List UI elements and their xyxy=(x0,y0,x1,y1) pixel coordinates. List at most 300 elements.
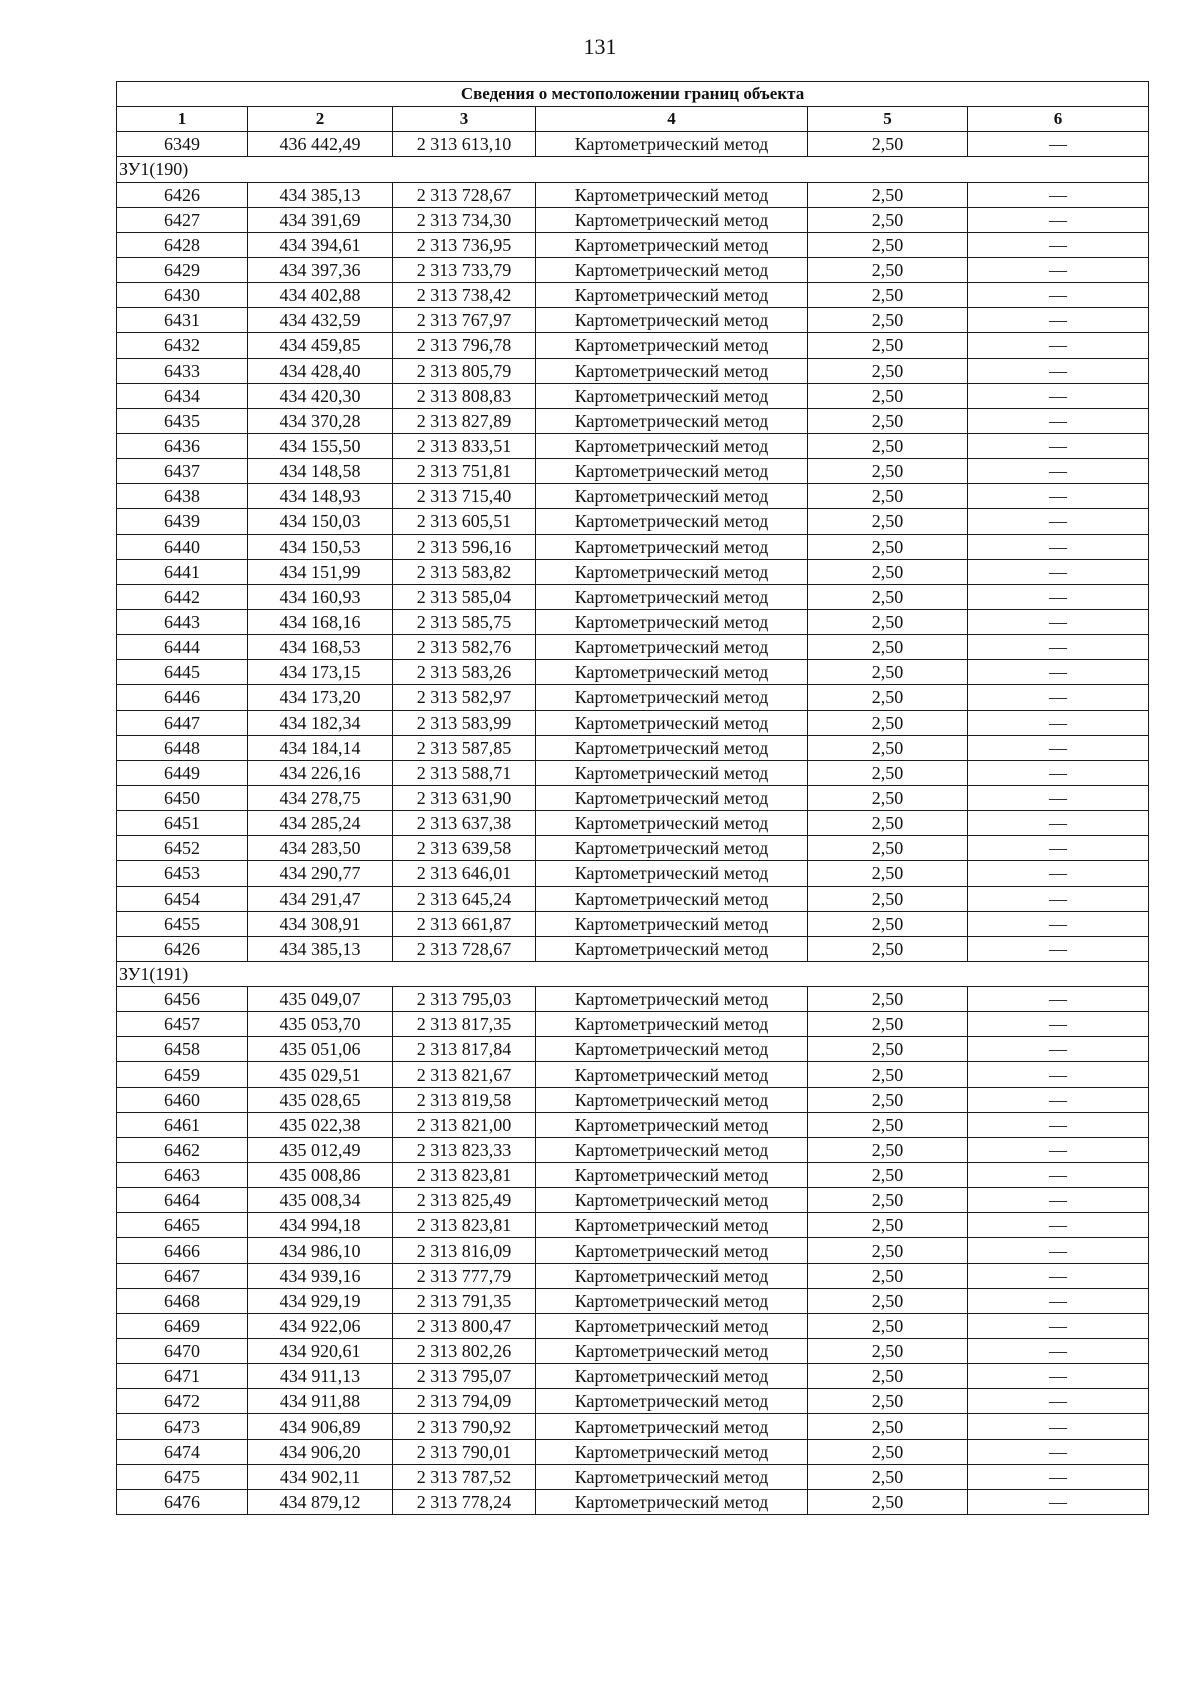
accuracy-cell: 2,50 xyxy=(808,911,968,936)
x-coordinate-cell: 434 290,77 xyxy=(248,861,393,886)
point-number-cell: 6458 xyxy=(117,1037,248,1062)
x-coordinate-cell: 435 022,38 xyxy=(248,1112,393,1137)
accuracy-cell: 2,50 xyxy=(808,1137,968,1162)
accuracy-cell: 2,50 xyxy=(808,735,968,760)
description-cell: — xyxy=(968,207,1149,232)
description-cell: — xyxy=(968,861,1149,886)
method-cell: Картометрический метод xyxy=(536,257,808,282)
y-coordinate-cell: 2 313 805,79 xyxy=(393,358,536,383)
description-cell: — xyxy=(968,1213,1149,1238)
x-coordinate-cell: 435 008,34 xyxy=(248,1188,393,1213)
y-coordinate-cell: 2 313 790,92 xyxy=(393,1414,536,1439)
x-coordinate-cell: 434 184,14 xyxy=(248,735,393,760)
point-number-cell: 6476 xyxy=(117,1489,248,1514)
y-coordinate-cell: 2 313 613,10 xyxy=(393,132,536,157)
method-cell: Картометрический метод xyxy=(536,609,808,634)
method-cell: Картометрический метод xyxy=(536,685,808,710)
method-cell: Картометрический метод xyxy=(536,232,808,257)
table-row xyxy=(117,1263,1149,1288)
method-cell: Картометрический метод xyxy=(536,1037,808,1062)
method-cell: Картометрический метод xyxy=(536,1263,808,1288)
method-cell: Картометрический метод xyxy=(536,584,808,609)
y-coordinate-cell: 2 313 736,95 xyxy=(393,232,536,257)
accuracy-cell: 2,50 xyxy=(808,1464,968,1489)
method-cell: Картометрический метод xyxy=(536,207,808,232)
table-row xyxy=(117,283,1149,308)
method-cell: Картометрический метод xyxy=(536,333,808,358)
accuracy-cell: 2,50 xyxy=(808,534,968,559)
x-coordinate-cell: 434 150,53 xyxy=(248,534,393,559)
point-number-cell: 6439 xyxy=(117,509,248,534)
method-cell: Картометрический метод xyxy=(536,182,808,207)
method-cell: Картометрический метод xyxy=(536,534,808,559)
method-cell: Картометрический метод xyxy=(536,459,808,484)
method-cell: Картометрический метод xyxy=(536,1238,808,1263)
point-number-cell: 6434 xyxy=(117,383,248,408)
x-coordinate-cell: 435 029,51 xyxy=(248,1062,393,1087)
point-number-cell: 6428 xyxy=(117,232,248,257)
method-cell: Картометрический метод xyxy=(536,811,808,836)
point-number-cell: 6435 xyxy=(117,408,248,433)
point-number-cell: 6430 xyxy=(117,283,248,308)
point-number-cell: 6443 xyxy=(117,609,248,634)
table-row xyxy=(117,584,1149,609)
accuracy-cell: 2,50 xyxy=(808,459,968,484)
method-cell: Картометрический метод xyxy=(536,1112,808,1137)
accuracy-cell: 2,50 xyxy=(808,207,968,232)
method-cell: Картометрический метод xyxy=(536,1313,808,1338)
x-coordinate-cell: 434 394,61 xyxy=(248,232,393,257)
point-number-cell: 6474 xyxy=(117,1439,248,1464)
point-number-cell: 6441 xyxy=(117,559,248,584)
description-cell: — xyxy=(968,1414,1149,1439)
y-coordinate-cell: 2 313 728,67 xyxy=(393,936,536,961)
point-number-cell: 6473 xyxy=(117,1414,248,1439)
x-coordinate-cell: 434 182,34 xyxy=(248,710,393,735)
point-number-cell: 6444 xyxy=(117,635,248,660)
x-coordinate-cell: 434 370,28 xyxy=(248,408,393,433)
x-coordinate-cell: 434 911,88 xyxy=(248,1389,393,1414)
accuracy-cell: 2,50 xyxy=(808,1188,968,1213)
accuracy-cell: 2,50 xyxy=(808,559,968,584)
accuracy-cell: 2,50 xyxy=(808,1037,968,1062)
point-number-cell: 6465 xyxy=(117,1213,248,1238)
table-row xyxy=(117,1137,1149,1162)
point-number-cell: 6433 xyxy=(117,358,248,383)
description-cell: — xyxy=(968,1439,1149,1464)
y-coordinate-cell: 2 313 587,85 xyxy=(393,735,536,760)
description-cell: — xyxy=(968,760,1149,785)
method-cell: Картометрический метод xyxy=(536,509,808,534)
method-cell: Картометрический метод xyxy=(536,1137,808,1162)
accuracy-cell: 2,50 xyxy=(808,710,968,735)
description-cell: — xyxy=(968,1313,1149,1338)
description-cell: — xyxy=(968,1339,1149,1364)
group-header-row xyxy=(117,157,1149,182)
x-coordinate-cell: 434 148,58 xyxy=(248,459,393,484)
description-cell: — xyxy=(968,182,1149,207)
point-number-cell: 6464 xyxy=(117,1188,248,1213)
description-cell: — xyxy=(968,459,1149,484)
point-number-cell: 6460 xyxy=(117,1087,248,1112)
accuracy-cell: 2,50 xyxy=(808,1364,968,1389)
description-cell: — xyxy=(968,886,1149,911)
y-coordinate-cell: 2 313 816,09 xyxy=(393,1238,536,1263)
accuracy-cell: 2,50 xyxy=(808,1439,968,1464)
x-coordinate-cell: 434 168,53 xyxy=(248,635,393,660)
parcel-label: ЗУ1(190) xyxy=(117,157,1149,182)
method-cell: Картометрический метод xyxy=(536,132,808,157)
method-cell: Картометрический метод xyxy=(536,1439,808,1464)
table-row xyxy=(117,1163,1149,1188)
table-row xyxy=(117,257,1149,282)
point-number-cell: 6448 xyxy=(117,735,248,760)
accuracy-cell: 2,50 xyxy=(808,1238,968,1263)
point-number-cell: 6438 xyxy=(117,484,248,509)
table-title: Сведения о местоположении границ объекта xyxy=(117,82,1149,107)
method-cell: Картометрический метод xyxy=(536,785,808,810)
y-coordinate-cell: 2 313 777,79 xyxy=(393,1263,536,1288)
y-coordinate-cell: 2 313 639,58 xyxy=(393,836,536,861)
table-row xyxy=(117,685,1149,710)
x-coordinate-cell: 434 397,36 xyxy=(248,257,393,282)
column-number-row xyxy=(117,107,1149,132)
accuracy-cell: 2,50 xyxy=(808,1489,968,1514)
y-coordinate-cell: 2 313 795,03 xyxy=(393,987,536,1012)
point-number-cell: 6427 xyxy=(117,207,248,232)
y-coordinate-cell: 2 313 588,71 xyxy=(393,760,536,785)
x-coordinate-cell: 434 911,13 xyxy=(248,1364,393,1389)
description-cell: — xyxy=(968,283,1149,308)
description-cell: — xyxy=(968,1238,1149,1263)
accuracy-cell: 2,50 xyxy=(808,1414,968,1439)
point-number-cell: 6457 xyxy=(117,1012,248,1037)
description-cell: — xyxy=(968,408,1149,433)
point-number-cell: 6468 xyxy=(117,1288,248,1313)
y-coordinate-cell: 2 313 646,01 xyxy=(393,861,536,886)
x-coordinate-cell: 434 986,10 xyxy=(248,1238,393,1263)
description-cell: — xyxy=(968,609,1149,634)
accuracy-cell: 2,50 xyxy=(808,308,968,333)
x-coordinate-cell: 434 906,89 xyxy=(248,1414,393,1439)
accuracy-cell: 2,50 xyxy=(808,760,968,785)
table-row xyxy=(117,1389,1149,1414)
y-coordinate-cell: 2 313 790,01 xyxy=(393,1439,536,1464)
method-cell: Картометрический метод xyxy=(536,735,808,760)
point-number-cell: 6469 xyxy=(117,1313,248,1338)
accuracy-cell: 2,50 xyxy=(808,132,968,157)
table-row xyxy=(117,735,1149,760)
table-row xyxy=(117,1188,1149,1213)
point-number-cell: 6429 xyxy=(117,257,248,282)
y-coordinate-cell: 2 313 583,99 xyxy=(393,710,536,735)
method-cell: Картометрический метод xyxy=(536,1213,808,1238)
method-cell: Картометрический метод xyxy=(536,1489,808,1514)
y-coordinate-cell: 2 313 778,24 xyxy=(393,1489,536,1514)
description-cell: — xyxy=(968,333,1149,358)
point-number-cell: 6445 xyxy=(117,660,248,685)
table-row xyxy=(117,811,1149,836)
y-coordinate-cell: 2 313 605,51 xyxy=(393,509,536,534)
method-cell: Картометрический метод xyxy=(536,1288,808,1313)
x-coordinate-cell: 435 049,07 xyxy=(248,987,393,1012)
y-coordinate-cell: 2 313 802,26 xyxy=(393,1339,536,1364)
accuracy-cell: 2,50 xyxy=(808,1062,968,1087)
group-header-row xyxy=(117,961,1149,986)
description-cell: — xyxy=(968,811,1149,836)
x-coordinate-cell: 434 385,13 xyxy=(248,936,393,961)
point-number-cell: 6426 xyxy=(117,182,248,207)
point-number-cell: 6450 xyxy=(117,785,248,810)
y-coordinate-cell: 2 313 796,78 xyxy=(393,333,536,358)
x-coordinate-cell: 434 226,16 xyxy=(248,760,393,785)
table-row xyxy=(117,1464,1149,1489)
y-coordinate-cell: 2 313 823,33 xyxy=(393,1137,536,1162)
table-row xyxy=(117,836,1149,861)
x-coordinate-cell: 434 922,06 xyxy=(248,1313,393,1338)
x-coordinate-cell: 434 308,91 xyxy=(248,911,393,936)
x-coordinate-cell: 434 929,19 xyxy=(248,1288,393,1313)
method-cell: Картометрический метод xyxy=(536,911,808,936)
accuracy-cell: 2,50 xyxy=(808,584,968,609)
description-cell: — xyxy=(968,1464,1149,1489)
y-coordinate-cell: 2 313 795,07 xyxy=(393,1364,536,1389)
y-coordinate-cell: 2 313 734,30 xyxy=(393,207,536,232)
table-row xyxy=(117,1414,1149,1439)
method-cell: Картометрический метод xyxy=(536,1339,808,1364)
table-row xyxy=(117,132,1149,157)
description-cell: — xyxy=(968,735,1149,760)
point-number-cell: 6462 xyxy=(117,1137,248,1162)
y-coordinate-cell: 2 313 596,16 xyxy=(393,534,536,559)
point-number-cell: 6455 xyxy=(117,911,248,936)
point-number-cell: 6463 xyxy=(117,1163,248,1188)
point-number-cell: 6472 xyxy=(117,1389,248,1414)
description-cell: — xyxy=(968,685,1149,710)
description-cell: — xyxy=(968,257,1149,282)
y-coordinate-cell: 2 313 827,89 xyxy=(393,408,536,433)
method-cell: Картометрический метод xyxy=(536,484,808,509)
y-coordinate-cell: 2 313 733,79 xyxy=(393,257,536,282)
x-coordinate-cell: 434 291,47 xyxy=(248,886,393,911)
accuracy-cell: 2,50 xyxy=(808,635,968,660)
table-row xyxy=(117,710,1149,735)
table-row xyxy=(117,358,1149,383)
table-row xyxy=(117,1213,1149,1238)
x-coordinate-cell: 434 283,50 xyxy=(248,836,393,861)
table-row xyxy=(117,1439,1149,1464)
method-cell: Картометрический метод xyxy=(536,1464,808,1489)
x-coordinate-cell: 434 150,03 xyxy=(248,509,393,534)
accuracy-cell: 2,50 xyxy=(808,383,968,408)
x-coordinate-cell: 434 285,24 xyxy=(248,811,393,836)
description-cell: — xyxy=(968,132,1149,157)
method-cell: Картометрический метод xyxy=(536,1364,808,1389)
accuracy-cell: 2,50 xyxy=(808,1313,968,1338)
table-title-row xyxy=(117,82,1149,107)
description-cell: — xyxy=(968,484,1149,509)
method-cell: Картометрический метод xyxy=(536,1389,808,1414)
table-row xyxy=(117,1112,1149,1137)
x-coordinate-cell: 435 053,70 xyxy=(248,1012,393,1037)
method-cell: Картометрический метод xyxy=(536,283,808,308)
method-cell: Картометрический метод xyxy=(536,710,808,735)
description-cell: — xyxy=(968,1163,1149,1188)
description-cell: — xyxy=(968,358,1149,383)
method-cell: Картометрический метод xyxy=(536,861,808,886)
x-coordinate-cell: 434 428,40 xyxy=(248,358,393,383)
description-cell: — xyxy=(968,308,1149,333)
x-coordinate-cell: 434 879,12 xyxy=(248,1489,393,1514)
accuracy-cell: 2,50 xyxy=(808,232,968,257)
x-coordinate-cell: 434 148,93 xyxy=(248,484,393,509)
accuracy-cell: 2,50 xyxy=(808,685,968,710)
table-row xyxy=(117,308,1149,333)
table-row xyxy=(117,232,1149,257)
accuracy-cell: 2,50 xyxy=(808,1163,968,1188)
y-coordinate-cell: 2 313 728,67 xyxy=(393,182,536,207)
description-cell: — xyxy=(968,936,1149,961)
accuracy-cell: 2,50 xyxy=(808,358,968,383)
accuracy-cell: 2,50 xyxy=(808,836,968,861)
y-coordinate-cell: 2 313 661,87 xyxy=(393,911,536,936)
method-cell: Картометрический метод xyxy=(536,559,808,584)
table-row xyxy=(117,785,1149,810)
description-cell: — xyxy=(968,1188,1149,1213)
page-number: 131 xyxy=(583,34,617,59)
point-number-cell: 6453 xyxy=(117,861,248,886)
method-cell: Картометрический метод xyxy=(536,1062,808,1087)
table-row xyxy=(117,484,1149,509)
y-coordinate-cell: 2 313 787,52 xyxy=(393,1464,536,1489)
table-row xyxy=(117,1238,1149,1263)
y-coordinate-cell: 2 313 791,35 xyxy=(393,1288,536,1313)
accuracy-cell: 2,50 xyxy=(808,1087,968,1112)
table-row xyxy=(117,1489,1149,1514)
table-row xyxy=(117,987,1149,1012)
accuracy-cell: 2,50 xyxy=(808,660,968,685)
y-coordinate-cell: 2 313 825,49 xyxy=(393,1188,536,1213)
accuracy-cell: 2,50 xyxy=(808,936,968,961)
table-row xyxy=(117,760,1149,785)
description-cell: — xyxy=(968,383,1149,408)
y-coordinate-cell: 2 313 817,35 xyxy=(393,1012,536,1037)
point-number-cell: 6454 xyxy=(117,886,248,911)
method-cell: Картометрический метод xyxy=(536,1188,808,1213)
method-cell: Картометрический метод xyxy=(536,433,808,458)
column-header: 1 xyxy=(117,107,248,132)
accuracy-cell: 2,50 xyxy=(808,811,968,836)
table-row xyxy=(117,1364,1149,1389)
method-cell: Картометрический метод xyxy=(536,1163,808,1188)
accuracy-cell: 2,50 xyxy=(808,1389,968,1414)
point-number-cell: 6452 xyxy=(117,836,248,861)
method-cell: Картометрический метод xyxy=(536,1012,808,1037)
method-cell: Картометрический метод xyxy=(536,660,808,685)
point-number-cell: 6459 xyxy=(117,1062,248,1087)
x-coordinate-cell: 434 385,13 xyxy=(248,182,393,207)
y-coordinate-cell: 2 313 808,83 xyxy=(393,383,536,408)
y-coordinate-cell: 2 313 767,97 xyxy=(393,308,536,333)
point-number-cell: 6471 xyxy=(117,1364,248,1389)
point-number-cell: 6451 xyxy=(117,811,248,836)
description-cell: — xyxy=(968,1012,1149,1037)
table-row xyxy=(117,333,1149,358)
x-coordinate-cell: 434 906,20 xyxy=(248,1439,393,1464)
description-cell: — xyxy=(968,433,1149,458)
description-cell: — xyxy=(968,1288,1149,1313)
accuracy-cell: 2,50 xyxy=(808,1263,968,1288)
description-cell: — xyxy=(968,660,1149,685)
table-row xyxy=(117,1288,1149,1313)
method-cell: Картометрический метод xyxy=(536,358,808,383)
table-row xyxy=(117,886,1149,911)
accuracy-cell: 2,50 xyxy=(808,484,968,509)
table-row xyxy=(117,936,1149,961)
accuracy-cell: 2,50 xyxy=(808,987,968,1012)
y-coordinate-cell: 2 313 817,84 xyxy=(393,1037,536,1062)
method-cell: Картометрический метод xyxy=(536,383,808,408)
accuracy-cell: 2,50 xyxy=(808,886,968,911)
method-cell: Картометрический метод xyxy=(536,836,808,861)
table-row xyxy=(117,609,1149,634)
x-coordinate-cell: 434 391,69 xyxy=(248,207,393,232)
table-row xyxy=(117,911,1149,936)
method-cell: Картометрический метод xyxy=(536,635,808,660)
accuracy-cell: 2,50 xyxy=(808,433,968,458)
table-row xyxy=(117,408,1149,433)
description-cell: — xyxy=(968,232,1149,257)
x-coordinate-cell: 434 939,16 xyxy=(248,1263,393,1288)
point-number-cell: 6449 xyxy=(117,760,248,785)
x-coordinate-cell: 434 155,50 xyxy=(248,433,393,458)
y-coordinate-cell: 2 313 823,81 xyxy=(393,1213,536,1238)
column-header: 4 xyxy=(536,107,808,132)
method-cell: Картометрический метод xyxy=(536,1414,808,1439)
accuracy-cell: 2,50 xyxy=(808,283,968,308)
x-coordinate-cell: 434 151,99 xyxy=(248,559,393,584)
description-cell: — xyxy=(968,584,1149,609)
y-coordinate-cell: 2 313 585,04 xyxy=(393,584,536,609)
x-coordinate-cell: 434 278,75 xyxy=(248,785,393,810)
table-row xyxy=(117,1087,1149,1112)
accuracy-cell: 2,50 xyxy=(808,1012,968,1037)
accuracy-cell: 2,50 xyxy=(808,257,968,282)
y-coordinate-cell: 2 313 585,75 xyxy=(393,609,536,634)
x-coordinate-cell: 434 173,15 xyxy=(248,660,393,685)
y-coordinate-cell: 2 313 715,40 xyxy=(393,484,536,509)
table-row xyxy=(117,433,1149,458)
table-body xyxy=(117,132,1149,1515)
point-number-cell: 6431 xyxy=(117,308,248,333)
x-coordinate-cell: 434 173,20 xyxy=(248,685,393,710)
point-number-cell: 6349 xyxy=(117,132,248,157)
y-coordinate-cell: 2 313 823,81 xyxy=(393,1163,536,1188)
y-coordinate-cell: 2 313 794,09 xyxy=(393,1389,536,1414)
accuracy-cell: 2,50 xyxy=(808,1112,968,1137)
table-row xyxy=(117,559,1149,584)
method-cell: Картометрический метод xyxy=(536,308,808,333)
x-coordinate-cell: 435 008,86 xyxy=(248,1163,393,1188)
column-header: 2 xyxy=(248,107,393,132)
y-coordinate-cell: 2 313 637,38 xyxy=(393,811,536,836)
y-coordinate-cell: 2 313 821,67 xyxy=(393,1062,536,1087)
x-coordinate-cell: 434 160,93 xyxy=(248,584,393,609)
description-cell: — xyxy=(968,785,1149,810)
description-cell: — xyxy=(968,836,1149,861)
y-coordinate-cell: 2 313 821,00 xyxy=(393,1112,536,1137)
table-row xyxy=(117,182,1149,207)
